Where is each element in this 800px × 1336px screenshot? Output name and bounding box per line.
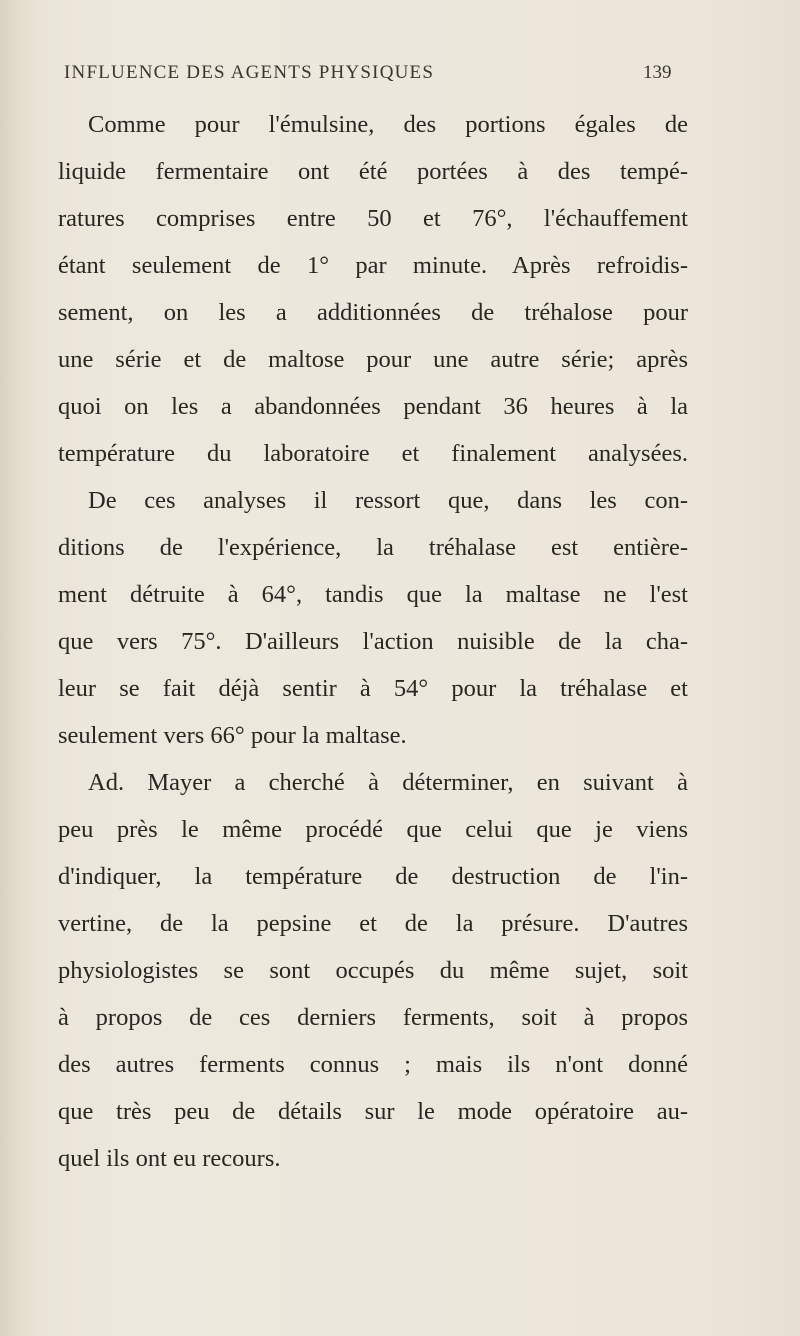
paragraph-3-line: que très peu de détails sur le mode opératoire au- <box>58 1098 688 1125</box>
paragraph-1-line: étant seulement de 1° par minute. Après refroidis- <box>58 252 688 279</box>
paragraph-1-line: ratures comprises entre 50 et 76°, l'échauffement <box>58 205 688 232</box>
paragraph-1-line: sement, on les a additionnées de tréhalose pour <box>58 299 688 326</box>
paragraph-2-line: ditions de l'expérience, la tréhalase est entière- <box>58 534 688 561</box>
paragraph-1-line: Comme pour l'émulsine, des portions égales de <box>88 111 688 138</box>
paragraph-1-line: liquide fermentaire ont été portées à des tempé- <box>58 158 688 185</box>
paragraph-2-line: ment détruite à 64°, tandis que la maltase ne l'est <box>58 581 688 608</box>
paragraph-3-line: physiologistes se sont occupés du même sujet, soit <box>58 957 688 984</box>
paragraph-3-line: vertine, de la pepsine et de la présure. D'autres <box>58 910 688 937</box>
paragraph-3-line: des autres ferments connus ; mais ils n'ont donné <box>58 1051 688 1078</box>
paragraph-1-line: quoi on les a abandonnées pendant 36 heures à la <box>58 393 688 420</box>
paragraph-3-line: Ad. Mayer a cherché à déterminer, en suivant à <box>88 769 688 796</box>
paragraph-3-line: peu près le même procédé que celui que je viens <box>58 816 688 843</box>
paragraph-3-line: à propos de ces derniers ferments, soit à propos <box>58 1004 688 1031</box>
paragraph-2-line: que vers 75°. D'ailleurs l'action nuisible de la cha- <box>58 628 688 655</box>
paragraph-3-line: quel ils ont eu recours. <box>58 1145 281 1172</box>
body-text <box>58 101 688 1182</box>
paragraph-1-line: une série et de maltose pour une autre série; après <box>58 346 688 373</box>
paragraph-2-line: seulement vers 66° pour la maltase. <box>58 722 407 749</box>
page-header <box>64 50 672 90</box>
paragraph-2-line: leur se fait déjà sentir à 54° pour la tréhalase et <box>58 675 688 702</box>
paragraph-3-line: d'indiquer, la température de destruction de l'in- <box>58 863 688 890</box>
paragraph-1-line: température du laboratoire et finalement analysées. <box>58 440 688 467</box>
running-head: INFLUENCE DES AGENTS PHYSIQUES <box>64 62 435 83</box>
page-number: 139 <box>643 62 672 83</box>
paragraph-2-line: De ces analyses il ressort que, dans les con- <box>88 487 688 514</box>
